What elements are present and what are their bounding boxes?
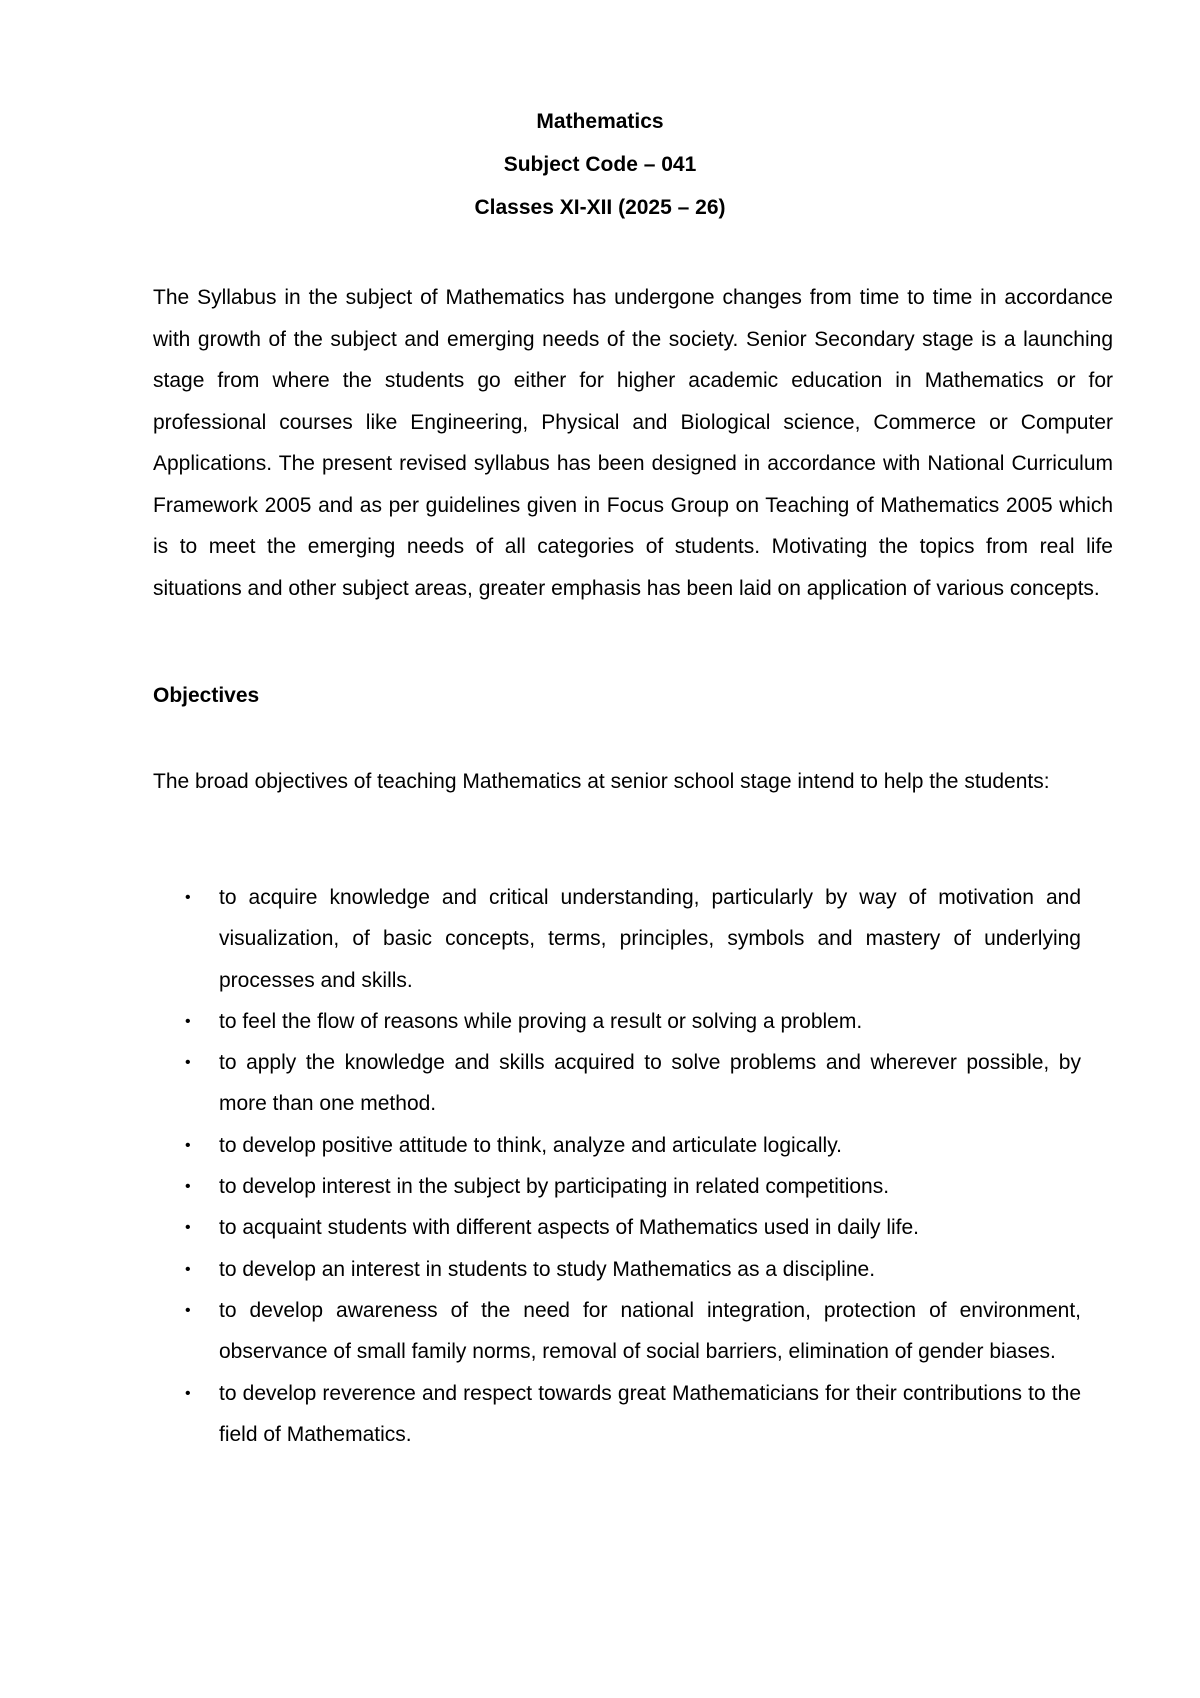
bullet-icon: •	[185, 1054, 191, 1072]
objective-text: to acquire knowledge and critical understanding, particularly by way of motivation and visualization, of basic concepts, terms, principles, symbols and mastery of underlying processes and skills.	[219, 886, 1081, 992]
objective-item	[153, 1373, 1081, 1456]
objective-text: to develop an interest in students to study Mathematics as a discipline.	[219, 1257, 876, 1281]
bullet-icon: •	[185, 1301, 191, 1319]
objectives-list	[153, 877, 1081, 1455]
objective-item	[153, 1207, 1081, 1248]
objectives-lead: The broad objectives of teaching Mathematics at senior school stage intend to help the students:	[153, 770, 1050, 793]
objective-item	[153, 1249, 1081, 1290]
objective-item	[153, 1042, 1081, 1125]
subject-code: Subject Code – 041	[503, 153, 697, 176]
bullet-icon: •	[185, 1178, 191, 1196]
bullet-icon: •	[185, 889, 191, 906]
document-title: Mathematics	[536, 110, 664, 133]
objective-text: to apply the knowledge and skills acquired to solve problems and wherever possible, by more than one method.	[219, 1051, 1081, 1116]
objective-text: to develop positive attitude to think, analyze and articulate logically.	[219, 1133, 842, 1157]
objective-item	[153, 1166, 1081, 1207]
objective-text: to acquaint students with different aspects of Mathematics used in daily life.	[219, 1216, 919, 1240]
bullet-icon: •	[185, 1012, 191, 1030]
objective-text: to feel the flow of reasons while proving a result or solving a problem.	[219, 1009, 863, 1033]
objective-text: to develop interest in the subject by participating in related competitions.	[219, 1175, 890, 1199]
intro-paragraph: The Syllabus in the subject of Mathematics has undergone changes from time to time in accordance with growth of the subject and emerging needs of the society. Senior Secondary stage is a launching stage from where the students go either for higher academic education in Mathematics or for professional courses like Engineering, Physical and Biological science, Commerce or Computer Applications. The present revised syllabus has been designed in accordance with National Curriculum Framework 2005 and as per guidelines given in Focus Group on Teaching of Mathematics 2005 which is to meet the emerging needs of all categories of students. Motivating the topics from real life situations and other subject areas, greater emphasis has been laid on application of various concepts.	[153, 286, 1113, 600]
objective-item	[153, 1001, 1081, 1042]
objectives-heading: Objectives	[153, 684, 260, 707]
bullet-icon: •	[185, 1136, 191, 1154]
objective-text: to develop awareness of the need for national integration, protection of environment, observance of small family norms, removal of social barriers, elimination of gender biases.	[219, 1298, 1081, 1364]
classes-heading: Classes XI-XII (2025 – 26)	[474, 196, 726, 219]
bullet-icon: •	[185, 1384, 191, 1402]
bullet-icon: •	[185, 1260, 191, 1278]
objective-item	[153, 1125, 1081, 1166]
bullet-icon: •	[185, 1219, 191, 1237]
objective-item	[153, 1290, 1081, 1373]
objective-item	[153, 877, 1081, 1001]
objective-text: to develop reverence and respect towards great Mathematicians for their contributions to the field of Mathematics.	[219, 1381, 1081, 1446]
